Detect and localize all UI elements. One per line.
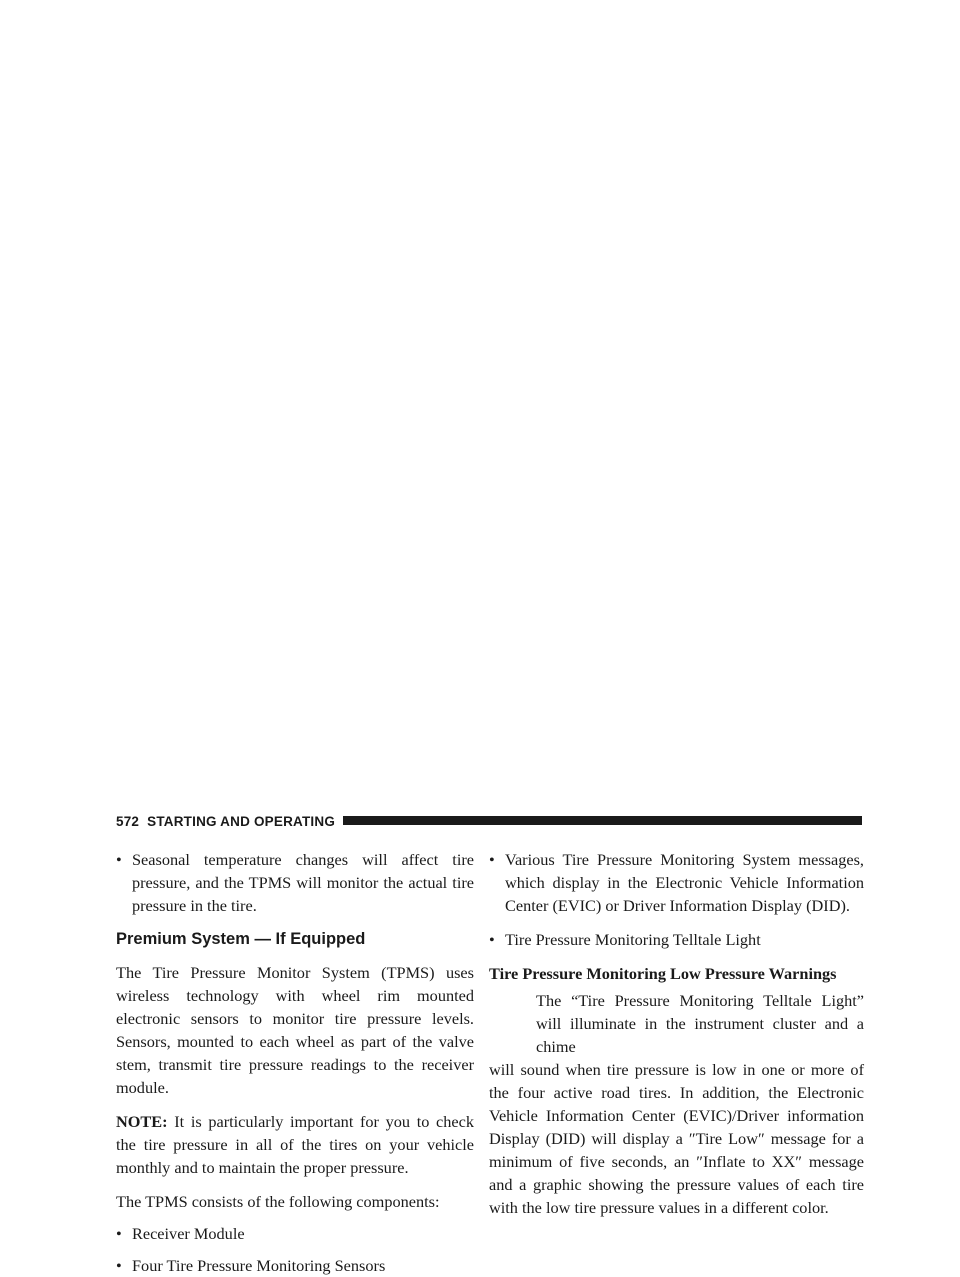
section-title: STARTING AND OPERATING <box>147 813 336 829</box>
bullet-glyph: • <box>489 850 495 869</box>
note-text: It is particularly important for you to check the tire pressure in all of the tires on your vehicle monthly and to maintain the proper pressure. <box>116 1112 474 1177</box>
warning-text: will sound when tire pressure is low in one or more of the four active road tires. In addition, the Electronic Vehicle Information Center (EVIC)/Driver information Display (DID) will display a ″Tire Low″ message for a minimum of five seconds, an ″Inflate to XX″ message and a graphic showing the pressure values of each tire with the low tire pressure values in a different color. <box>489 1060 864 1217</box>
bullet-text: Seasonal temperature changes will affect tire pressure, and the TPMS will monitor the actual tire pressure in the tire. <box>132 850 474 915</box>
list-item <box>116 848 474 917</box>
bullet-glyph: • <box>116 1224 122 1243</box>
header-rule <box>343 816 862 825</box>
list-item <box>116 1254 474 1277</box>
left-column <box>116 848 474 1277</box>
warning-indented-text: The “Tire Pressure Monitoring Telltale Light” will illuminate in the instrument cluster and a chime <box>536 991 864 1056</box>
section-heading: Premium System — If Equipped <box>116 930 366 948</box>
note-label: NOTE: <box>116 1112 168 1131</box>
page-header <box>116 810 862 832</box>
bullet-glyph: • <box>116 850 122 869</box>
bullet-glyph: • <box>489 930 495 949</box>
page-number: 572 <box>116 813 140 829</box>
subheading: Tire Pressure Monitoring Low Pressure Warnings <box>489 964 837 983</box>
bullet-glyph: • <box>116 1256 122 1275</box>
list-item <box>489 848 864 917</box>
paragraph: The Tire Pressure Monitor System (TPMS) uses wireless technology with wheel rim mounted electronic sensors to monitor tire pressure levels. Sensors, mounted to each wheel as part of the valve stem, transmit tire pressure readings to the receiver module. <box>116 963 474 1097</box>
bullet-text: Various Tire Pressure Monitoring System messages, which display in the Electronic Vehicle Information Center (EVIC) or Driver Information Display (DID). <box>505 850 864 915</box>
bullet-text: Tire Pressure Monitoring Telltale Light <box>505 930 761 949</box>
bullet-text: Four Tire Pressure Monitoring Sensors <box>132 1256 386 1275</box>
paragraph: The TPMS consists of the following components: <box>116 1192 440 1211</box>
list-item <box>489 928 864 951</box>
bullet-text: Receiver Module <box>132 1224 245 1243</box>
note-paragraph <box>116 1110 474 1179</box>
right-column <box>489 848 864 1219</box>
